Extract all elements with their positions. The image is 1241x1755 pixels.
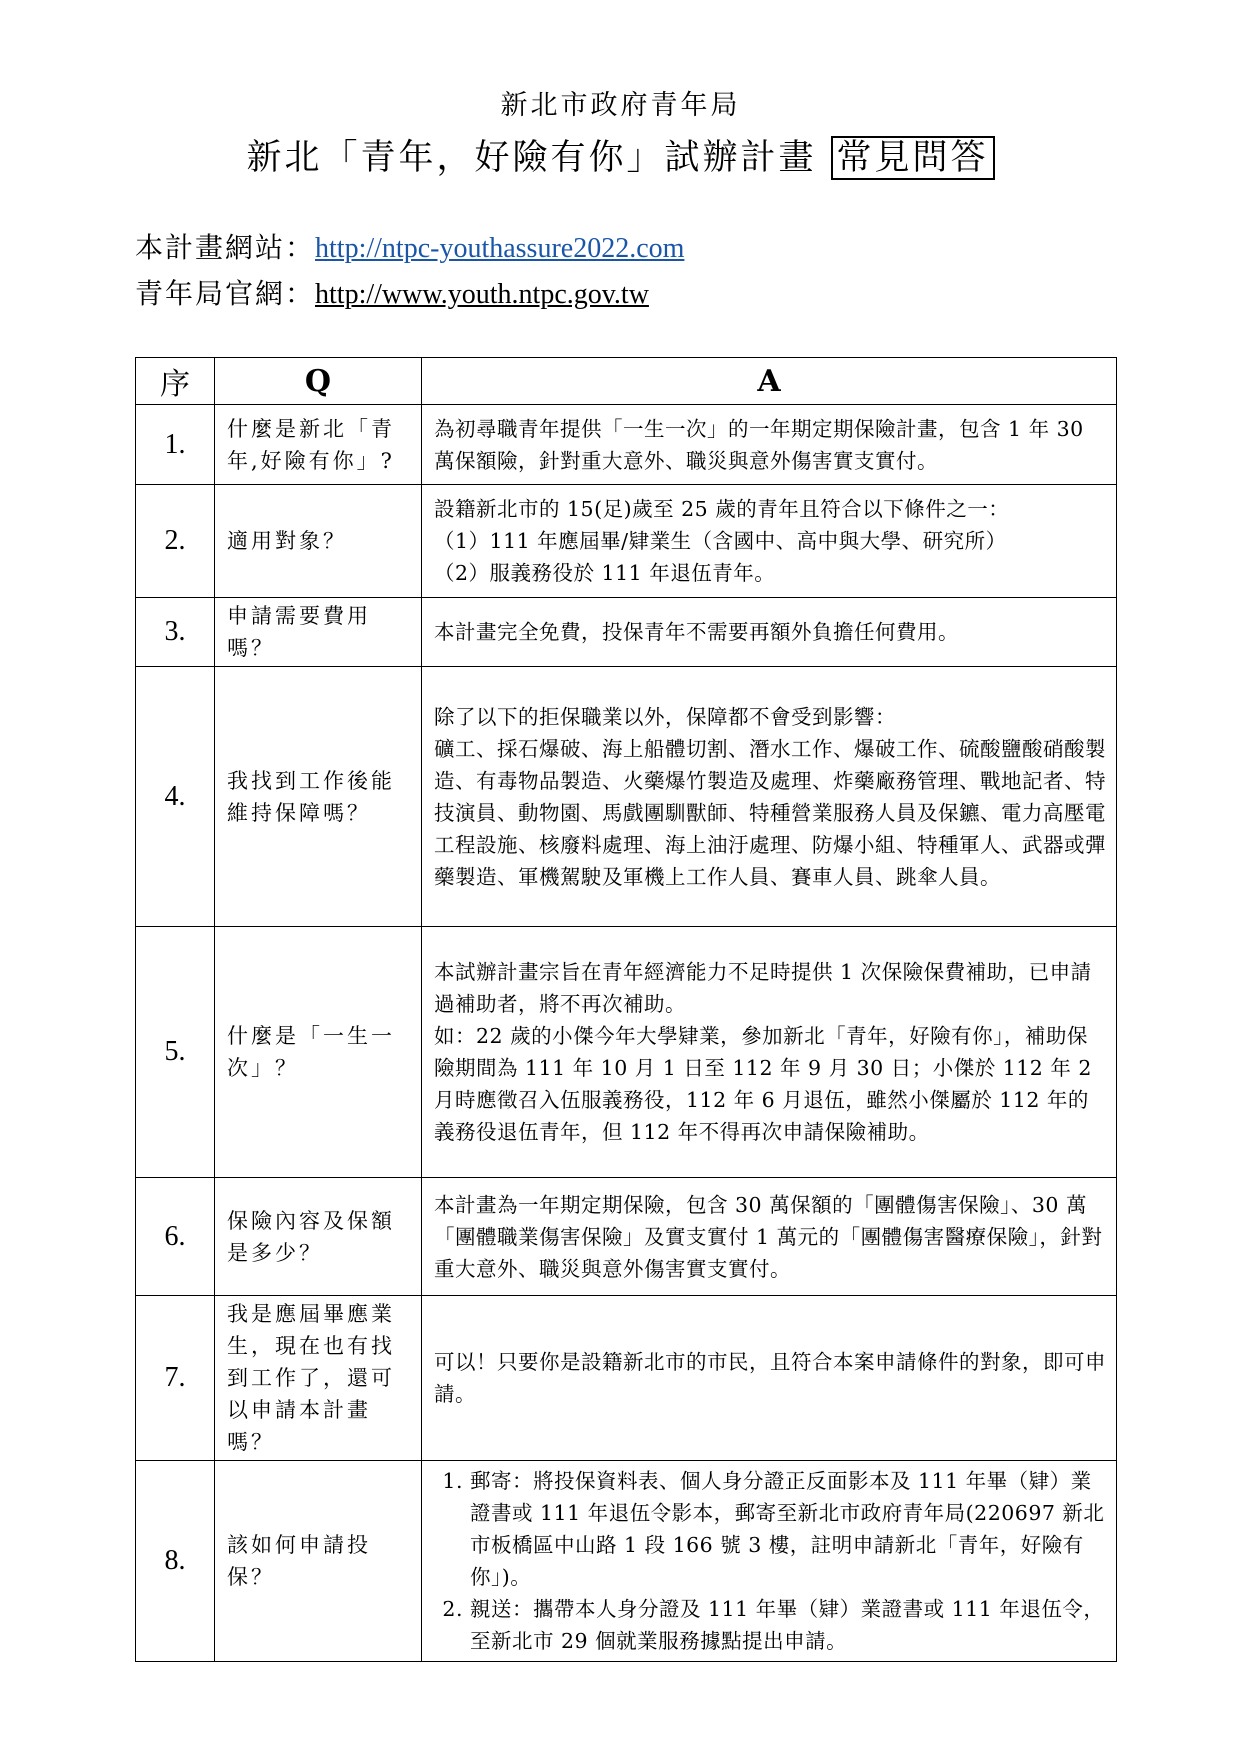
links-block xyxy=(135,225,684,317)
answer xyxy=(422,485,1117,598)
row-number: 2. xyxy=(136,485,215,598)
project-site-label: 本計畫網站： xyxy=(135,231,316,264)
youth-site-label: 青年局官網： xyxy=(135,277,316,310)
answer-paragraph: 如：22 歲的小傑今年大學肄業，參加新北「青年，好險有你」，補助保險期間為 111 年 10 月 1 日至 112 年 9 月 30 日；小傑於 112 年 2 月時應徵召入伍服義務役，112 年 6 月退伍，雖然小傑屬於 112 年的義務役退伍青年，但 112 年不得再次申請保險補助。 xyxy=(434,1024,1092,1144)
title-boxed-label: 常見問答 xyxy=(831,136,995,180)
answer-paragraph: 本試辦計畫宗旨在青年經濟能力不足時提供 1 次保險保費補助，已申請過補助者，將不再次補助。 xyxy=(434,960,1092,1016)
answer-list xyxy=(434,1465,1106,1657)
answer-paragraph: 可以！只要你是設籍新北市的市民，且符合本案申請條件的對象，即可申請。 xyxy=(434,1350,1106,1406)
answer-paragraph: 設籍新北市的 15(足)歲至 25 歲的青年且符合以下條件之一： xyxy=(434,497,1010,521)
document-title xyxy=(0,134,1241,182)
row-number: 3. xyxy=(136,598,215,667)
header-no: 序 xyxy=(136,358,215,405)
answer-paragraph: 本計畫完全免費，投保青年不需要再額外負擔任何費用。 xyxy=(434,620,959,644)
table-row xyxy=(136,667,1117,927)
agency-name: 新北市政府青年局 xyxy=(500,90,741,121)
question: 適用對象？ xyxy=(215,485,422,598)
answer xyxy=(422,405,1117,485)
question: 我找到工作後能維持保障嗎？ xyxy=(215,667,422,927)
answer xyxy=(422,1461,1117,1662)
header-q: Q xyxy=(215,358,422,405)
row-number: 4. xyxy=(136,667,215,927)
row-number: 6. xyxy=(136,1178,215,1296)
row-number: 7. xyxy=(136,1296,215,1461)
question: 什麼是「一生一次」？ xyxy=(215,927,422,1178)
row-number: 8. xyxy=(136,1461,215,1662)
youth-site-link[interactable]: http://www.youth.ntpc.gov.tw xyxy=(315,279,649,310)
youth-site-line xyxy=(135,271,684,317)
question: 申請需要費用嗎？ xyxy=(215,598,422,667)
question: 該如何申請投保？ xyxy=(215,1461,422,1662)
answer-paragraph: （1）111 年應屆畢/肄業生（含國中、高中與大學、研究所） xyxy=(434,529,1007,553)
table-row xyxy=(136,927,1117,1178)
answer xyxy=(422,1178,1117,1296)
answer-paragraph: 本計畫為一年期定期保險，包含 30 萬保額的「團體傷害保險」、30 萬「團體職業傷害保險」及實支實付 1 萬元的「團體傷害醫療保險」，針對重大意外、職災與意外傷害實支實付。 xyxy=(434,1192,1103,1281)
answer-list-item: 1. 郵寄：將投保資料表、個人身分證正反面影本及 111 年畢（肄）業證書或 111 年退伍令影本，郵寄至新北市政府青年局(220697 新北市板橋區中山路 1 段 166 號 3 樓，註明申請新北「青年，好險有你」)。 xyxy=(470,1465,1106,1593)
faq-table xyxy=(135,357,1117,1662)
answer xyxy=(422,927,1117,1178)
answer-paragraph: （2）服義務役於 111 年退伍青年。 xyxy=(434,561,776,585)
row-number: 1. xyxy=(136,405,215,485)
answer xyxy=(422,1296,1117,1461)
question: 保險內容及保額是多少？ xyxy=(215,1178,422,1296)
project-site-line xyxy=(135,225,684,271)
question: 什麼是新北「青年,好險有你」? xyxy=(215,405,422,485)
table-row xyxy=(136,1178,1117,1296)
project-site-link[interactable]: http://ntpc-youthassure2022.com xyxy=(315,233,685,264)
answer-paragraph: 礦工、採石爆破、海上船體切割、潛水工作、爆破工作、硫酸鹽酸硝酸製造、有毒物品製造、火藥爆竹製造及處理、炸藥廠務管理、戰地記者、特技演員、動物園、馬戲團馴獸師、特種營業服務人員及保鑣、電力高壓電工程設施、核廢料處理、海上油汙處理、防爆小組、特種軍人、武器或彈藥製造、軍機駕駛及軍機上工作人員、賽車人員、跳傘人員。 xyxy=(434,736,1106,889)
answer xyxy=(422,667,1117,927)
table-row xyxy=(136,598,1117,667)
table-header-row xyxy=(136,358,1117,405)
title-text: 新北「青年，好險有你」試辦計畫 xyxy=(246,138,817,178)
table-row xyxy=(136,1296,1117,1461)
header-a: A xyxy=(422,358,1117,405)
document-header xyxy=(0,88,1241,182)
row-number: 5. xyxy=(136,927,215,1178)
answer-paragraph: 除了以下的拒保職業以外，保障都不會受到影響： xyxy=(434,704,896,729)
answer xyxy=(422,598,1117,667)
answer-paragraph: 為初尋職青年提供「一生一次」的一年期定期保險計畫，包含 1 年 30 萬保額險，針對重大意外、職災與意外傷害實支實付。 xyxy=(434,416,1084,473)
table-row xyxy=(136,1461,1117,1662)
table-row xyxy=(136,405,1117,485)
question: 我是應屆畢應業生，現在也有找到工作了，還可以申請本計畫嗎？ xyxy=(215,1296,422,1461)
answer-list-item: 2. 親送：攜帶本人身分證及 111 年畢（肄）業證書或 111 年退伍令，至新北市 29 個就業服務據點提出申請。 xyxy=(470,1593,1106,1657)
table-row xyxy=(136,485,1117,598)
